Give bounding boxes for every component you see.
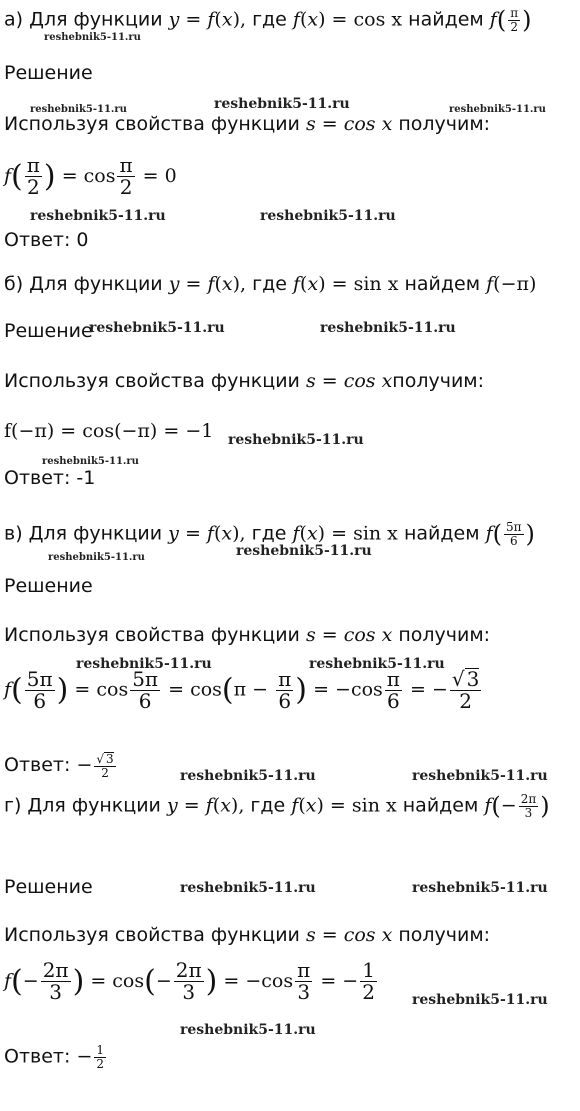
watermark: reshebnik5-11.ru xyxy=(309,656,445,672)
watermark: reshebnik5-11.ru xyxy=(449,104,546,115)
task-d-statement: г) Для функции y = f(x), где f(x) = sin x найдем f(− $\frac{2\pi}{3}$ ) xyxy=(4,791,550,820)
using-c-line xyxy=(4,624,490,646)
calc-c-formula: f( $\frac{5\pi}{6}$ ) = cos $\frac{5\pi}{6}$ = cos(π − $\frac{\pi}{6}$ ) = −cos $\frac{\pi}{6}$ = − $\frac{√ 3}{2}$ xyxy=(4,666,480,713)
task-b-fn: sin x xyxy=(353,273,399,295)
watermark: reshebnik5-11.ru xyxy=(30,208,166,224)
task-b-where: где xyxy=(252,273,287,295)
watermark: reshebnik5-11.ru xyxy=(180,768,316,784)
watermark: reshebnik5-11.ru xyxy=(260,208,396,224)
using-d-line xyxy=(4,924,490,946)
watermark: reshebnik5-11.ru xyxy=(30,104,127,115)
watermark: reshebnik5-11.ru xyxy=(228,432,364,448)
watermark: reshebnik5-11.ru xyxy=(180,1022,316,1038)
using-a-get: получим: xyxy=(398,113,491,135)
solution-c-heading: Решение xyxy=(4,575,93,597)
task-b-find: найдем xyxy=(404,273,481,295)
using-b-line xyxy=(4,370,484,392)
using-c-text: Используя свойства функции xyxy=(4,624,300,646)
using-b-text: Используя свойства функции xyxy=(4,370,300,392)
watermark: reshebnik5-11.ru xyxy=(320,320,456,336)
using-d-fn: s = cos x xyxy=(305,924,393,946)
solution-a-heading: Решение xyxy=(4,62,93,84)
using-b-fn: s = cos x xyxy=(305,370,393,392)
watermark: reshebnik5-11.ru xyxy=(214,96,350,112)
watermark: reshebnik5-11.ru xyxy=(412,768,548,784)
using-a-fn: s = cos x xyxy=(305,113,393,135)
watermark: reshebnik5-11.ru xyxy=(412,992,548,1008)
watermark: reshebnik5-11.ru xyxy=(42,456,139,467)
task-d-find: найдем xyxy=(402,794,479,817)
task-b-statement: б) Для функции y = f(x), где f(x) = sin x найдем f(−π) xyxy=(4,273,537,295)
watermark: reshebnik5-11.ru xyxy=(412,880,548,896)
using-a-line xyxy=(4,113,490,135)
task-c-fn: sin x xyxy=(353,522,398,545)
task-c-prefix: в) Для функции xyxy=(4,522,163,545)
answer-c: Ответ: − $\frac{√ 3}{2}$ xyxy=(4,752,114,780)
task-d-fn: sin x xyxy=(351,794,397,817)
using-c-fn: s = cos x xyxy=(305,624,393,646)
using-d-get: получим: xyxy=(398,924,491,946)
task-a-fn: cos x xyxy=(353,8,403,31)
task-c-find: найдем xyxy=(403,522,480,545)
task-a-where: где xyxy=(252,8,287,31)
task-b-arg: (−π) xyxy=(493,273,537,295)
watermark: reshebnik5-11.ru xyxy=(44,32,141,43)
using-d-text: Используя свойства функции xyxy=(4,924,300,946)
using-a-text: Используя свойства функции xyxy=(4,113,300,135)
watermark: reshebnik5-11.ru xyxy=(89,320,225,336)
answer-b: Ответ: -1 xyxy=(4,467,96,489)
watermark: reshebnik5-11.ru xyxy=(180,880,316,896)
watermark: reshebnik5-11.ru xyxy=(76,656,212,672)
calc-b-formula: f(−π) = cos(−π) = −1 xyxy=(4,420,214,442)
calc-d-formula: f(− $\frac{2\pi}{3}$ ) = cos(− $\frac{2\pi}{3}$ ) = −cos $\frac{\pi}{3}$ = − $\frac{1}{2}$ xyxy=(4,958,375,1004)
task-b-prefix: б) Для функции xyxy=(4,273,163,295)
solution-d-heading: Решение xyxy=(4,876,93,898)
task-a-statement: а) Для функции y = f(x), где f(x) = cos x найдем f( $\frac{\pi}{2}$ ) xyxy=(4,5,532,34)
arg-den: 2 xyxy=(510,19,518,34)
using-c-get: получим: xyxy=(398,624,491,646)
watermark: reshebnik5-11.ru xyxy=(48,552,145,563)
answer-d: Ответ: − $\frac{1}{2}$ xyxy=(4,1043,104,1071)
task-d-where: где xyxy=(250,794,286,817)
task-d-prefix: г) Для функции xyxy=(4,794,161,817)
using-b-get: получим: xyxy=(392,370,485,392)
task-a-prefix: а) Для функции xyxy=(4,8,163,31)
arg-num: π xyxy=(510,5,519,20)
watermark: reshebnik5-11.ru xyxy=(236,543,372,559)
answer-d-prefix: Ответ: xyxy=(4,1045,71,1068)
task-a-find: найдем xyxy=(408,8,484,31)
calc-a-formula: f( $\frac{\pi}{2}$ ) = cos $\frac{\pi}{2}$ = 0 xyxy=(4,153,177,199)
solution-b-heading: Решение xyxy=(4,320,93,342)
answer-c-prefix: Ответ: xyxy=(4,754,71,777)
answer-a: Ответ: 0 xyxy=(4,229,89,251)
task-c-statement: в) Для функции y = f(x), где f(x) = sin x найдем f( $\frac{5\pi}{6}$ ) xyxy=(4,519,535,548)
task-c-where: где xyxy=(251,522,287,545)
